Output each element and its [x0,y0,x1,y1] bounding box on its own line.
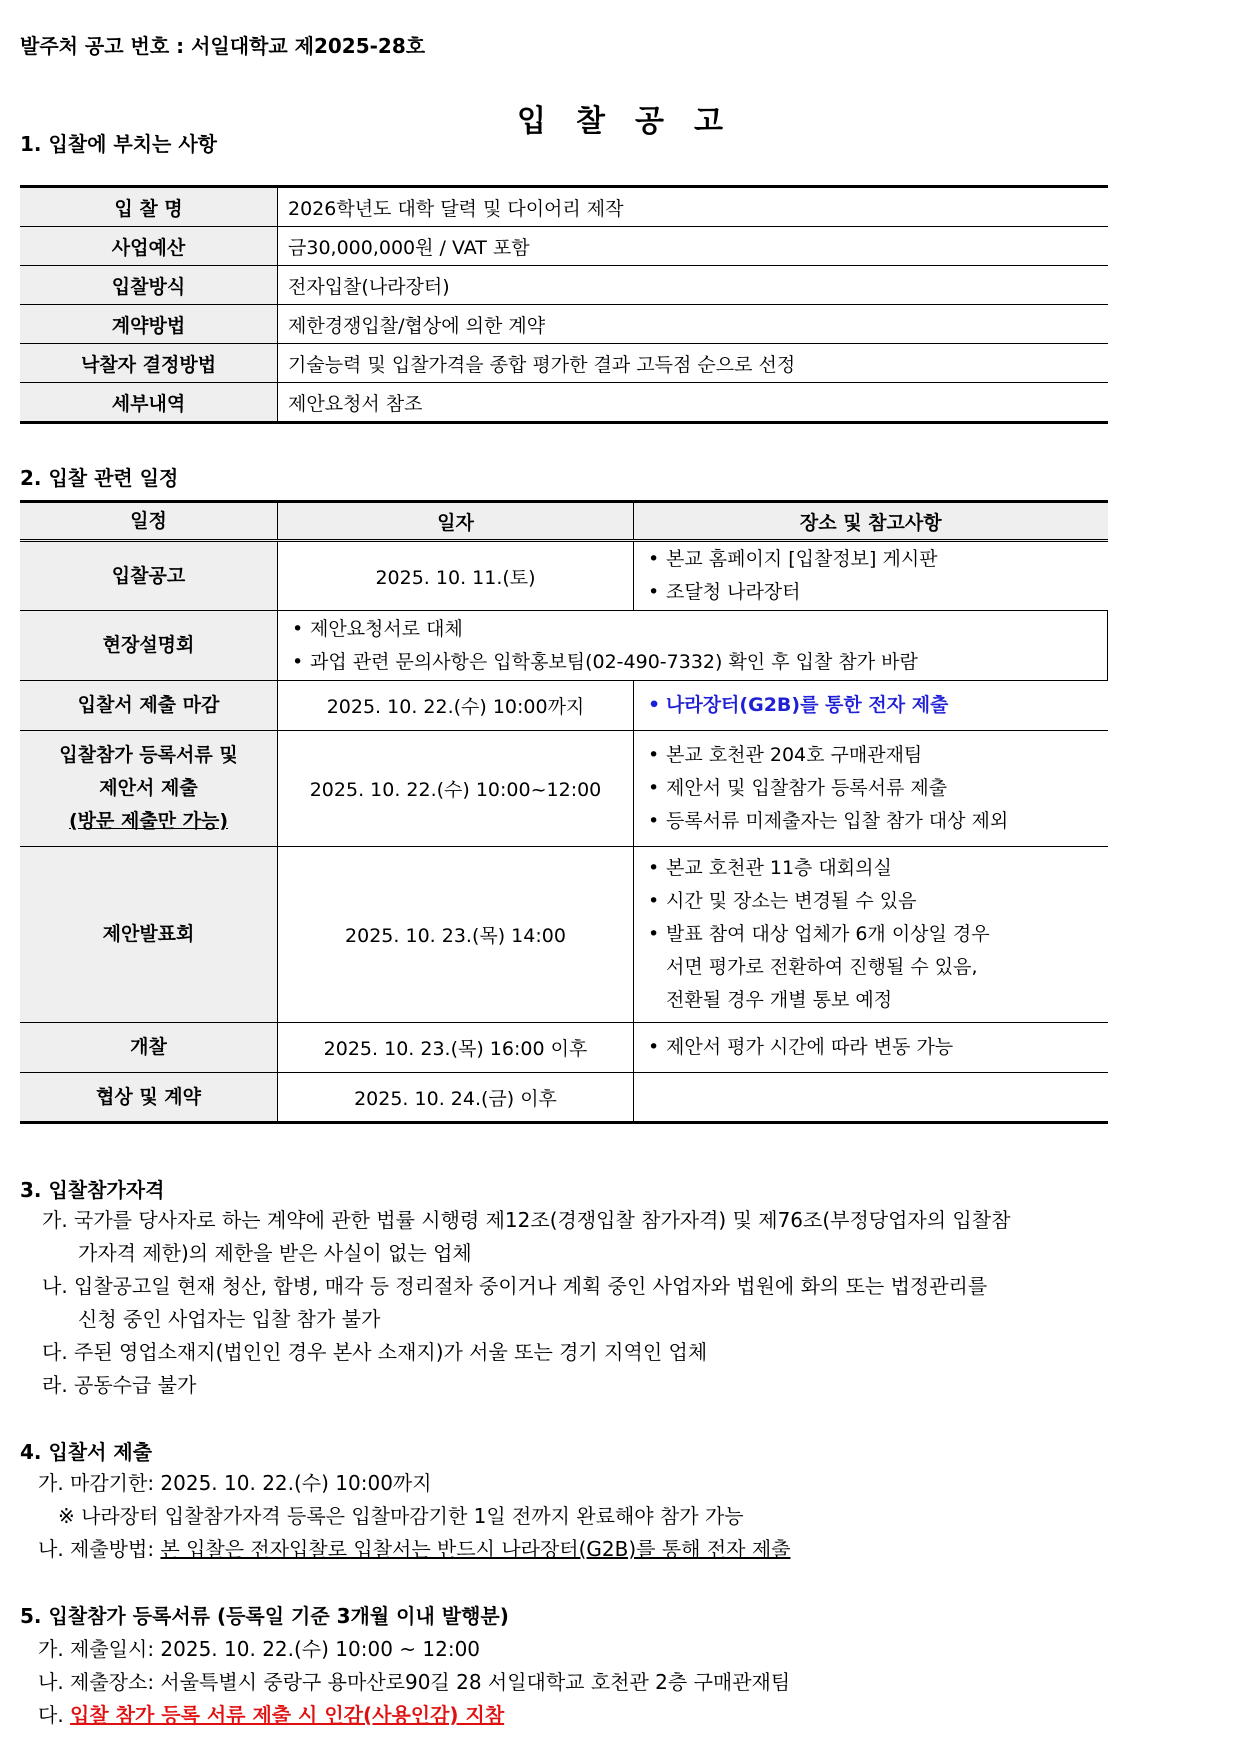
qualification-item: 나. 입찰공고일 현재 청산, 합병, 매각 등 정리절차 중이거나 계획 중인 사업자와 법원에 화의 또는 법정관리를 [42,1274,988,1298]
row-value: 제안요청서 참조 [278,383,1109,423]
note-item: • 제안서 평가 시간에 따라 변동 가능 [644,1031,1098,1064]
note-item-emphasis: • 나라장터(G2B)를 통한 전자 제출 [644,689,1098,722]
date-cell: 2025. 10. 24.(금) 이후 [278,1073,634,1123]
stage-cell: 입찰공고 [20,541,278,611]
notes-cell [634,681,1108,731]
stage-cell [20,731,278,847]
date-cell: 2025. 10. 22.(수) 10:00~12:00 [278,731,634,847]
note-item: • 등록서류 미제출자는 입찰 참가 대상 제외 [644,805,1098,838]
row-key: 입찰방식 [20,266,278,305]
table-row [20,383,1108,423]
row-key: 입 찰 명 [20,187,278,227]
submission-method-text: 본 입찰은 전자입찰로 입찰서는 반드시 나라장터(G2B)를 통해 전자 제출 [160,1537,791,1561]
note-item: • 본교 홈페이지 [입찰정보] 게시판 [644,543,1098,576]
table-row [20,305,1108,344]
bid-info-table [20,185,1108,424]
notes-cell [634,731,1108,847]
notes-cell [634,847,1108,1023]
schedule-table [20,500,1108,1124]
row-key: 세부내역 [20,383,278,423]
section2-heading: 2. 입찰 관련 일정 [20,466,179,490]
row-value: 금30,000,000원 / VAT 포함 [278,227,1109,266]
table-row [20,266,1108,305]
date-cell: 2025. 10. 23.(목) 14:00 [278,847,634,1023]
table-row [20,847,1108,1023]
note-item: • 발표 참여 대상 업체가 6개 이상일 경우 [644,918,1098,951]
stage-line: 제안서 제출 [99,777,198,799]
note-item: • 본교 호천관 11층 대회의실 [644,852,1098,885]
submission-method [38,1533,790,1566]
stage-cell: 현장설명회 [20,611,278,681]
row-value: 전자입찰(나라장터) [278,266,1109,305]
registration-datetime: 가. 제출일시: 2025. 10. 22.(수) 10:00 ~ 12:00 [38,1637,481,1661]
row-value: 기술능력 및 입찰가격을 종합 평가한 결과 고득점 순으로 선정 [278,344,1109,383]
date-cell: 2025. 10. 11.(토) [278,541,634,611]
table-row [20,187,1108,227]
section1-heading: 1. 입찰에 부치는 사항 [20,132,217,156]
row-key: 계약방법 [20,305,278,344]
table-row [20,1023,1108,1073]
date-cell: 2025. 10. 23.(목) 16:00 이후 [278,1023,634,1073]
table-row [20,344,1108,383]
table-row [20,1073,1108,1123]
section4-heading: 4. 입찰서 제출 [20,1440,153,1464]
row-key: 낙찰자 결정방법 [20,344,278,383]
registration-place: 나. 제출장소: 서울특별시 중랑구 용마산로90길 28 서일대학교 호천관 2층 구매관재팀 [38,1670,791,1694]
qualification-item: 라. 공동수급 불가 [42,1373,197,1397]
submission-note: ※ 나라장터 입찰참가자격 등록은 입찰마감기한 1일 전까지 완료해야 참가 가능 [58,1504,744,1528]
table-row [20,227,1108,266]
note-item: • 시간 및 장소는 변경될 수 있음 [644,885,1098,918]
submission-deadline: 가. 마감기한: 2025. 10. 22.(수) 10:00까지 [38,1471,432,1495]
notes-cell [278,611,1108,681]
note-continuation: 전환될 경우 개별 통보 예정 [666,989,893,1011]
section5-heading: 5. 입찰참가 등록서류 (등록일 기준 3개월 이내 발행분) [20,1604,509,1628]
table-row [20,611,1108,681]
doc-title: 입찰공고 [517,104,753,139]
stage-cell: 입찰서 제출 마감 [20,681,278,731]
stage-cell: 협상 및 계약 [20,1073,278,1123]
stage-line: (방문 제출만 가능) [68,810,229,832]
stage-cell: 제안발표회 [20,847,278,1023]
qualification-item: 다. 주된 영업소재지(법인인 경우 본사 소재지)가 서울 또는 경기 지역인 업체 [42,1340,708,1364]
notice-number: 발주처 공고 번호 : 서일대학교 제2025-28호 [20,34,426,58]
registration-seal-text: 입찰 참가 등록 서류 제출 시 인감(사용인감) 지참 [70,1703,505,1727]
table-row [20,731,1108,847]
column-header: 일정 [20,502,278,541]
note-item: • 본교 호천관 204호 구매관재팀 [644,739,1098,772]
date-cell: 2025. 10. 22.(수) 10:00까지 [278,681,634,731]
note-item: • 조달청 나라장터 [644,576,1098,609]
note-item: • 제안서 및 입찰참가 등록서류 제출 [644,772,1098,805]
row-value: 제한경쟁입찰/협상에 의한 계약 [278,305,1109,344]
section3-heading: 3. 입찰참가자격 [20,1178,165,1202]
note-item: • 제안요청서로 대체 [288,613,1097,646]
table-row [20,541,1108,611]
qualification-item-cont: 신청 중인 사업자는 입찰 참가 불가 [78,1307,381,1331]
table-header-row [20,502,1108,541]
qualification-item: 가. 국가를 당사자로 하는 계약에 관한 법률 시행령 제12조(경쟁입찰 참가자격) 및 제76조(부정당업자의 입찰참 [42,1208,1011,1232]
notes-cell [634,1023,1108,1073]
row-key: 사업예산 [20,227,278,266]
qualification-item-cont: 가자격 제한)의 제한을 받은 사실이 없는 업체 [78,1241,472,1265]
registration-seal-label: 다. [38,1703,71,1727]
notes-cell [634,1073,1108,1123]
column-header: 장소 및 참고사항 [634,502,1108,541]
table-row [20,681,1108,731]
submission-method-label: 나. 제출방법: [38,1537,161,1561]
note-continuation: 서면 평가로 전환하여 진행될 수 있음, [666,956,978,978]
stage-line: 입찰참가 등록서류 및 [59,744,238,766]
notes-cell [634,541,1108,611]
column-header: 일자 [278,502,634,541]
row-value: 2026학년도 대학 달력 및 다이어리 제작 [288,197,624,220]
note-item: • 과업 관련 문의사항은 입학홍보팀(02-490-7332) 확인 후 입찰 참가 바람 [288,646,1097,679]
registration-seal-note [38,1699,504,1732]
stage-cell: 개찰 [20,1023,278,1073]
